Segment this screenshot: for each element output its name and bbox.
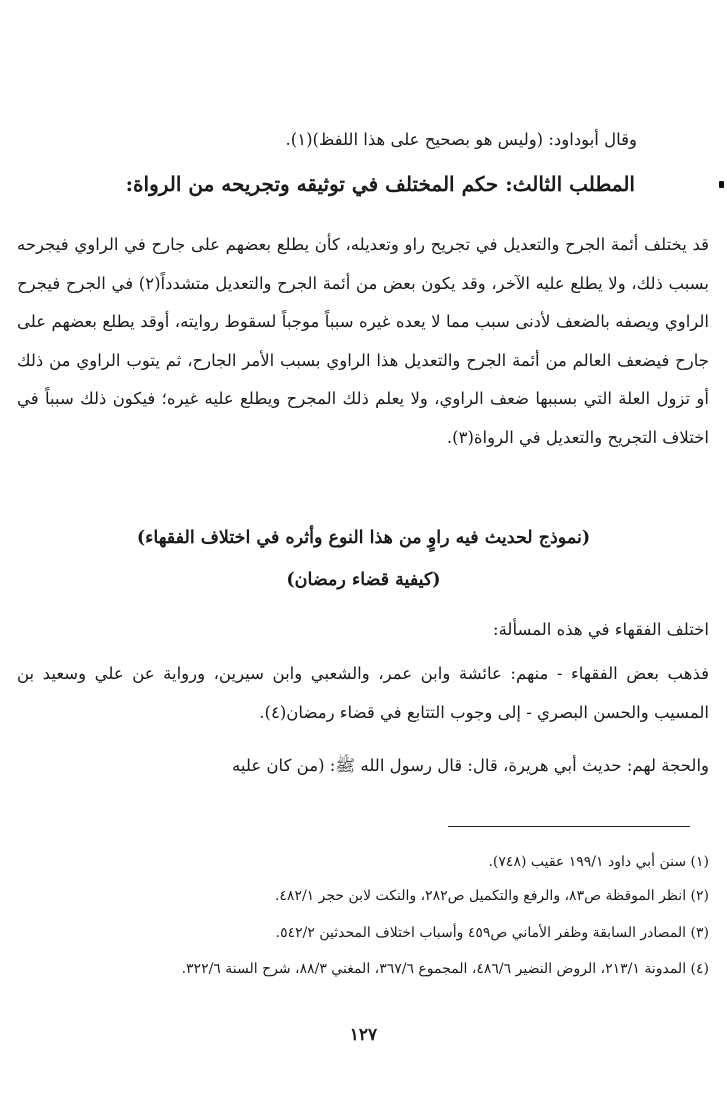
page-number: ١٢٧ [349, 1025, 378, 1045]
footnote-1: (١) سنن أبي داود ١٩٩/١ عقيب (٧٤٨). [488, 854, 709, 870]
example-subheading: (كيفية قضاء رمضان) [286, 570, 441, 590]
margin-mark [719, 181, 724, 188]
paragraph-jurists-view: فذهب بعض الفقهاء - منهم: عائشة وابن عمر، والشعبي وابن سيرين، ورواية عن علي وسعيد بن المسيب والحسن البصري - إلى وجوب التتابع في قضاء رمضان(٤). [17, 664, 709, 722]
section-heading: المطلب الثالث: حكم المختلف في توثيقه وتجريحه من الرواة: [125, 172, 635, 196]
footnote-2: (٢) انظر الموقظة ص٨٣، والرفع والتكميل ص٢٨٢، والنكت لابن حجر ٤٨٢/١. [274, 888, 709, 904]
disagreement-line: اختلف الفقهاء في هذه المسألة: [493, 620, 709, 639]
footnote-3: (٣) المصادر السابقة وظفر الأماني ص٤٥٩ وأسباب اختلاف المحدثين ٥٤٢/٢. [275, 925, 709, 941]
evidence-line: والحجة لهم: حديث أبي هريرة، قال: قال رسول الله ﷺ: (من كان عليه [232, 756, 709, 775]
example-heading: (نموذج لحديث فيه راوٍ من هذا النوع وأثره في اختلاف الفقهاء) [136, 528, 591, 548]
paragraph-disagreement-causes: قد يختلف أئمة الجرح والتعديل في تجريح راو وتعديله، كأن يطلع بعضهم على جارح في الراوي فيجرحه بسبب ذلك، ولا يطلع عليه الآخر، وقد يكون بعض من أئمة الجرح والتعديل متشدداً(٢) في الجرح فيجرح الراوي ويصفه بالضعف لأدنى سبب مما لا يعده غيره سبباً موجباً لسقوط روايته، أوقد يطلع بعضهم على جارح فيضعف العالم من أئمة الجرح والتعديل هذا الراوي بسبب الأمر الجارح، ثم يتوب الراوي من ذلك أو تزول العلة التي بسببها ضعف الراوي، ولا يعلم ذلك المجرح ويطلع عليه غيره؛ فيكون ذلك سبباً في اختلاف التجريح والتعديل في الرواة(٣). [17, 235, 709, 447]
intro-quote-line: وقال أبوداود: (وليس هو بصحيح على هذا اللفظ)(١). [285, 130, 637, 149]
footnote-4: (٤) المدونة ٢١٣/١، الروض النضير ٤٨٦/٦، المجموع ٣٦٧/٦، المغني ٨٨/٣، شرح السنة ٣٢٢/٦. [181, 961, 709, 977]
footnote-separator [448, 826, 690, 827]
